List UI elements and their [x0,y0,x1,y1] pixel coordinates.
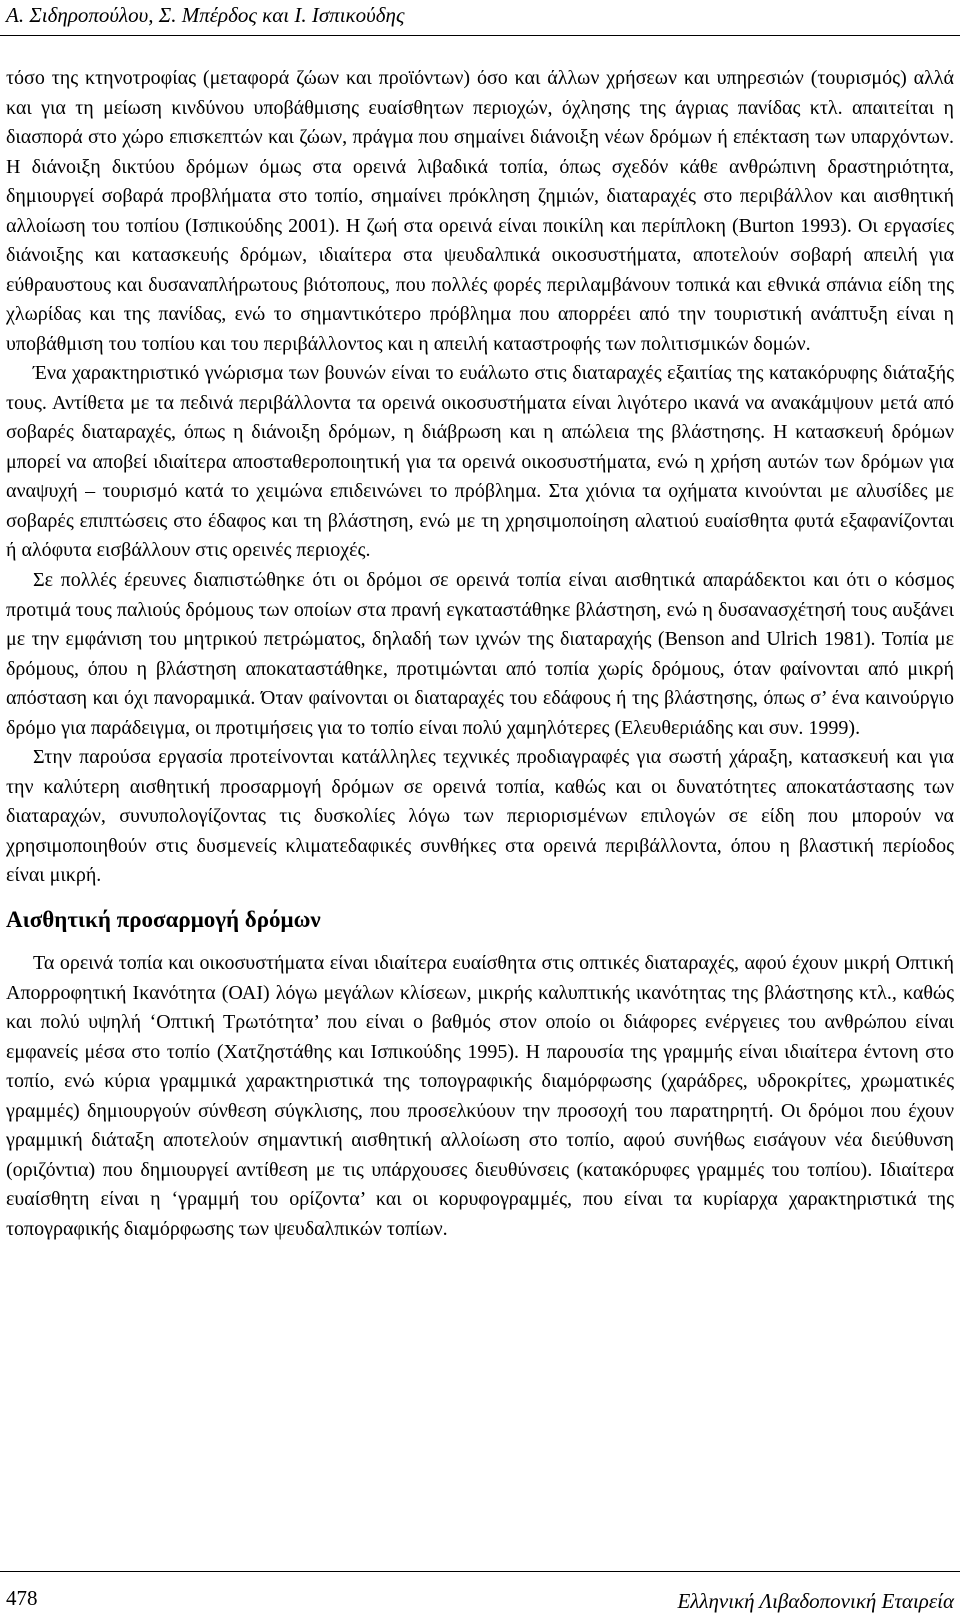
header-rule [0,35,960,36]
section-paragraph: Τα ορεινά τοπία και οικοσυστήματα είναι ιδιαίτερα ευαίσθητα στις οπτικές διαταραχές, αφού έχουν μικρή Οπτική Απορροφητική Ικανότητα (ΟΑΙ) λόγω μεγάλων κλίσεων, μικρής καλυπτικής ικανότητας της βλάστησης κτλ., καθώς και πολύ υψηλή ‘Οπτική Τρωτότητα’ που είναι ο βαθμός στον οποίο οι διάφορες ενέργειες του ανθρώπου είναι εμφανείς μέσα στο τοπίο (Χατζηστάθης και Ισπικούδης 1995). Η παρουσία της γραμμής είναι ιδιαίτερα έντονη στο τοπίο, ενώ κύρια γραμμικά χαρακτηριστικά της τοπογραφικής διαμόρφωσης (χαράδρες, υδροκρίτες, χρωματικές γραμμές) δημιουργούν σύνθεση σύγκλισης, που προσελκύουν την προσοχή του παρατηρητή. Οι δρόμοι που έχουν γραμμική διάταξη αποτελούν σημαντική αισθητική αλλοίωση στο τοπίο, αφού συνήθως εισάγουν νέα διεύθυνση (οριζόντια) που δημιουργεί αντίθεση με τις υπάρχουσες διευθύνσεις (κατακόρυφες γραμμές του τοπίου). Ιδιαίτερα ευαίσθητη είναι η ‘γραμμή του ορίζοντα’ και οι κορυφογραμμές, που είναι τα κυρίαρχα χαρακτηριστικά της τοπογραφικής διαμόρφωσης των ψευδαλπικών τοπίων. [6,952,954,1240]
running-header-authors: Α. Σιδηροπούλου, Σ. Μπέρδος και Ι. Ισπικούδης [6,3,405,27]
journal-name: Ελληνική Λιβαδοπονική Εταιρεία [677,1589,954,1613]
body-paragraph-4: Στην παρούσα εργασία προτείνονται κατάλληλες τεχνικές προδιαγραφές για σωστή χάραξη, κατασκευή και για την καλύτερη αισθητική προσαρμογή δρόμων σε ορεινά τοπία, καθώς και οι δυνατότητες αποκατάστασης των διαταραχών, συνυπολογίζοντας τις δυσκολίες λόγω των περιορισμένων επιλογών σε είδη που μπορούν να χρησιμοποιηθούν στις δυσμενείς κλιματεδαφικές συνθήκες στα ορεινά περιβάλλοντα, όπου η βλαστική περίοδος είναι μικρή. [6,746,954,886]
body-paragraph-2: Ένα χαρακτηριστικό γνώρισμα των βουνών είναι το ευάλωτο στις διαταραχές εξαιτίας της κατακόρυφης διάταξής τους. Αντίθετα με τα πεδινά περιβάλλοντα τα ορεινά οικοσυστήματα είναι λιγότερο ικανά να ανακάμψουν μετά από σοβαρές διαταραχές, όπως η διάνοιξη δρόμων, η διάβρωση και η απώλεια της βλάστησης. Η κατασκευή δρόμων μπορεί να αποβεί ιδιαίτερα αποσταθεροποιητική για τα ορεινά οικοσυστήματα, ενώ η χρήση αυτών των δρόμων για αναψυχή – τουρισμό κατά το χειμώνα επιδεινώνει το πρόβλημα. Στα χιόνια τα οχήματα κινούνται με αλυσίδες με σοβαρές επιπτώσεις στο έδαφος και τη βλάστηση, ενώ με τη χρησιμοποίηση αλατιού ευαίσθητα φυτά εξαφανίζονται ή αλόφυτα εισβάλλουν στις ορεινές περιοχές. [6,362,954,561]
section-heading: Αισθητική προσαρμογή δρόμων [6,907,321,932]
body-paragraph-1: τόσο της κτηνοτροφίας (μεταφορά ζώων και προϊόντων) όσο και άλλων χρήσεων και υπηρεσιών (τουρισμός) αλλά και για τη μείωση κινδύνου υποβάθμισης ευαίσθητων περιοχών, όχλησης της άγριας πανίδας κτλ. απαιτείται η διασπορά στο χώρο επισκεπτών και ζώων, πράγμα που σημαίνει διάνοιξη νέων δρόμων ή επέκταση των υπαρχόντων. Η διάνοιξη δικτύου δρόμων όμως στα ορεινά λιβαδικά τοπία, όπως σχεδόν κάθε ανθρώπινη δραστηριότητα, δημιουργεί σοβαρά προβλήματα στο τοπίο, σημαίνει πρόκληση ζημιών, διαταραχές στο περιβάλλον και αισθητική αλλοίωση του τοπίου (Ισπικούδης 2001). Η ζωή στα ορεινά είναι ποικίλη και περίπλοκη (Burton 1993). Οι εργασίες διάνοιξης και κατασκευής δρόμων, ιδιαίτερα στα ψευδαλπικά οικοσυστήματα, αποτελούν σοβαρή απειλή για εύθραυστους και δυσαναπλήρωτους βιότοπους, που πολλές φορές περιλαμβάνουν τοπικά και εθνικά σπάνια είδη της χλωρίδας και της πανίδας, ενώ το σημαντικότερο πρόβλημα που απορρέει από την τουριστική ανάπτυξη είναι η υποβάθμιση του τοπίου και του περιβάλλοντος και η απειλή καταστροφής των πολιτισμικών δομών. [6,67,954,355]
body-paragraph-3: Σε πολλές έρευνες διαπιστώθηκε ότι οι δρόμοι σε ορεινά τοπία είναι αισθητικά απαράδεκτοι και ότι ο κόσμος προτιμά τους παλιούς δρόμους των οποίων στα πρανή εγκαταστάθηκε βλάστηση, ενώ η δυσανασχέτησή τους αυξάνει με την εμφάνιση του μητρικού πετρώματος, δηλαδή των ιχνών της διαταραχής (Benson and Ulrich 1981). Τοπία με δρόμους, όπου η βλάστηση αποκαταστάθηκε, προτιμώνται από τοπία χωρίς δρόμους, όταν φαίνονται από μικρή απόσταση και όχι πανοραμικά. Όταν φαίνονται οι διαταραχές του εδάφους ή της βλάστησης, όπως σ’ ένα καινούργιο δρόμο για παράδειγμα, οι προτιμήσεις για το τοπίο είναι πολύ χαμηλότερες (Ελευθεριάδης και συν. 1999). [6,569,954,739]
page-number: 478 [6,1586,38,1610]
footer-rule [0,1571,960,1572]
